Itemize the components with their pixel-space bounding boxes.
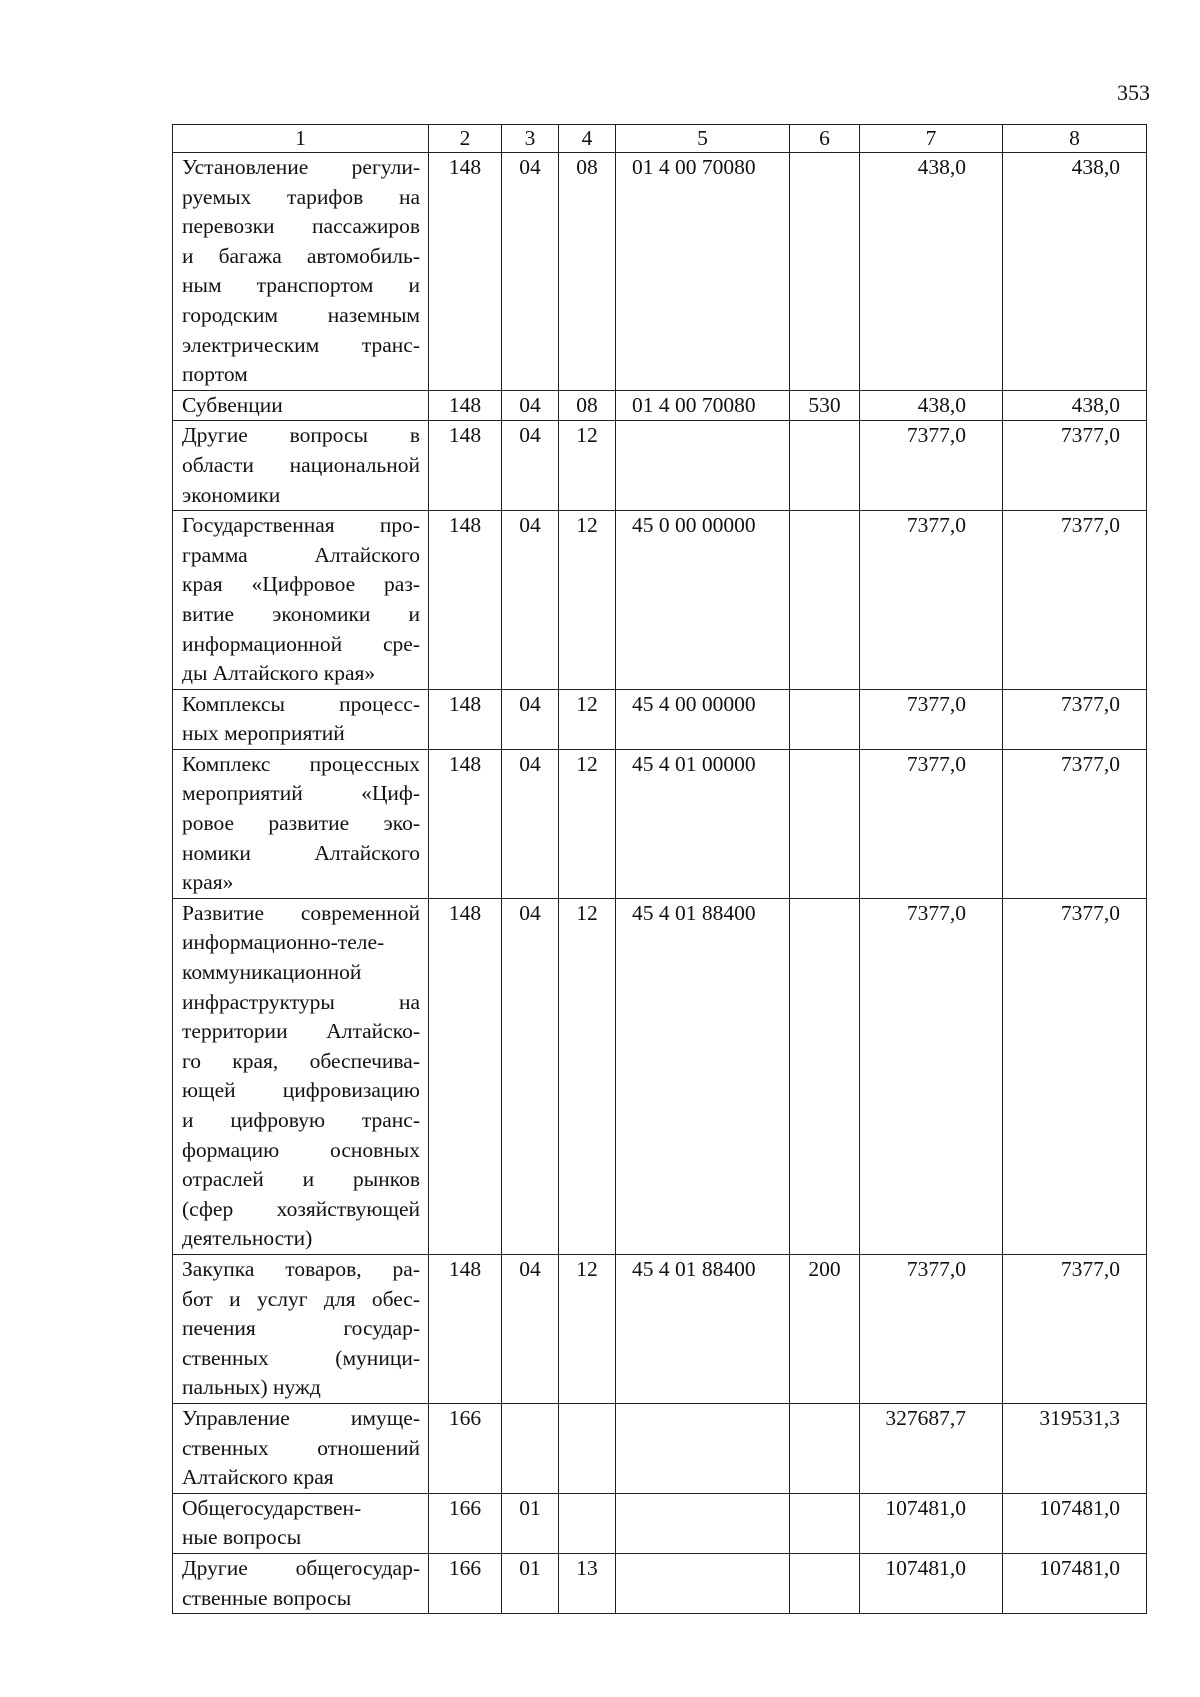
row-name-line: грамма Алтайского [182,542,420,567]
row-name-line: края» [182,870,234,895]
table-body [173,125,1147,1614]
cell-c8: 319531,3 [1003,1403,1147,1493]
row-name-line: ные вопросы [182,1525,302,1550]
cell-c6: 200 [790,1254,860,1403]
column-header: 7 [860,125,1003,153]
cell-c5: 45 4 00 00000 [616,689,790,749]
cell-c6 [790,1403,860,1493]
row-name-cell [173,1254,429,1403]
row-name-line: коммуникационной [182,960,362,985]
cell-c7: 7377,0 [860,421,1003,511]
row-name-line: ственных (муници- [182,1345,420,1370]
cell-c5: 01 4 00 70080 [616,153,790,391]
cell-c6 [790,511,860,690]
cell-c8: 7377,0 [1003,421,1147,511]
cell-c8: 7377,0 [1003,749,1147,898]
cell-c2: 148 [429,1254,502,1403]
column-header: 3 [502,125,559,153]
row-name-line: края «Цифровое раз- [182,572,420,597]
column-header: 6 [790,125,860,153]
row-name-line: формацию основных [182,1137,420,1162]
row-name-line: Алтайского края [182,1465,334,1490]
cell-c4 [559,1493,616,1553]
cell-c8: 7377,0 [1003,898,1147,1254]
cell-c8: 7377,0 [1003,689,1147,749]
cell-c8: 107481,0 [1003,1553,1147,1613]
cell-c5 [616,1493,790,1553]
cell-c5: 45 0 00 00000 [616,511,790,690]
row-name-line: бот и услуг для обес- [182,1286,420,1311]
row-name-line: отраслей и рынков [182,1167,420,1192]
cell-c7: 107481,0 [860,1493,1003,1553]
row-name-cell [173,749,429,898]
row-name-line: Закупка товаров, ра- [182,1256,420,1281]
row-name-line: номики Алтайского [182,840,420,865]
cell-c3: 04 [502,689,559,749]
row-name-line: Управление имуще- [182,1405,420,1430]
row-name-line: Другие вопросы в [182,423,420,448]
table-row [173,421,1147,511]
cell-c6 [790,689,860,749]
row-name-cell [173,1493,429,1553]
row-name-line: Государственная про- [182,513,420,538]
row-name-cell [173,1553,429,1613]
cell-c2: 148 [429,749,502,898]
row-name-line: ных мероприятий [182,721,345,746]
cell-c7: 7377,0 [860,1254,1003,1403]
column-header: 2 [429,125,502,153]
row-name-cell [173,153,429,391]
table-row [173,1553,1147,1613]
cell-c5: 45 4 01 88400 [616,1254,790,1403]
cell-c4: 12 [559,689,616,749]
cell-c8: 7377,0 [1003,1254,1147,1403]
cell-c4: 13 [559,1553,616,1613]
cell-c4: 12 [559,749,616,898]
cell-c7: 107481,0 [860,1553,1003,1613]
row-name-line: руемых тарифов на [182,184,420,209]
cell-c8: 438,0 [1003,153,1147,391]
cell-c2: 166 [429,1553,502,1613]
row-name-line: и багажа автомобиль- [182,243,420,268]
row-name-line: Комплекс процессных [182,751,420,776]
table-row [173,749,1147,898]
table-row [173,1493,1147,1553]
row-name-cell [173,390,429,421]
cell-c2: 148 [429,511,502,690]
cell-c4: 08 [559,390,616,421]
row-name-line: территории Алтайско- [182,1019,420,1044]
cell-c2: 166 [429,1493,502,1553]
row-name-line: инфраструктуры на [182,989,420,1014]
table-row [173,1254,1147,1403]
row-name-line: витие экономики и [182,601,420,626]
table-row [173,898,1147,1254]
row-name-line: пальных) нужд [182,1375,321,1400]
table-row [173,390,1147,421]
cell-c5: 45 4 01 88400 [616,898,790,1254]
row-name-line: и цифровую транс- [182,1108,420,1132]
cell-c5 [616,1403,790,1493]
cell-c7: 7377,0 [860,898,1003,1254]
cell-c7: 7377,0 [860,749,1003,898]
row-name-line: информационной сре- [182,631,420,656]
cell-c4: 12 [559,1254,616,1403]
cell-c6 [790,749,860,898]
cell-c2: 148 [429,390,502,421]
row-name-line: электрическим транс- [182,332,420,357]
row-name-cell [173,898,429,1254]
cell-c3: 04 [502,898,559,1254]
row-name-line: Общегосударствен- [182,1495,362,1520]
cell-c2: 166 [429,1403,502,1493]
cell-c5: 45 4 01 00000 [616,749,790,898]
cell-c6 [790,153,860,391]
cell-c3: 04 [502,390,559,421]
cell-c2: 148 [429,689,502,749]
cell-c4: 12 [559,511,616,690]
cell-c8: 438,0 [1003,390,1147,421]
row-name-line: перевозки пассажиров [182,214,420,239]
row-name-line: Развитие современной [182,900,420,925]
row-name-line: ственные вопросы [182,1585,352,1610]
column-header: 8 [1003,125,1147,153]
row-name-cell [173,1403,429,1493]
row-name-line: деятельности) [182,1226,313,1251]
row-name-line: экономики [182,482,281,507]
cell-c2: 148 [429,421,502,511]
cell-c3 [502,1403,559,1493]
row-name-line: Другие общегосудар- [182,1555,420,1580]
cell-c6 [790,421,860,511]
cell-c3: 01 [502,1493,559,1553]
cell-c7: 7377,0 [860,511,1003,690]
row-name-line: ственных отношений [182,1435,420,1460]
cell-c7: 7377,0 [860,689,1003,749]
table-row [173,153,1147,391]
cell-c5: 01 4 00 70080 [616,390,790,421]
cell-c4: 12 [559,421,616,511]
cell-c6: 530 [790,390,860,421]
row-name-line: ным транспортом и [182,273,420,298]
page-number: 353 [1117,80,1150,105]
table-row [173,1403,1147,1493]
column-header: 4 [559,125,616,153]
row-name-line: Субвенции [182,392,283,417]
row-name-line: ровое развитие эко- [182,811,420,836]
row-name-line: городским наземным [182,302,420,327]
header-row [173,125,1147,153]
cell-c5 [616,1553,790,1613]
cell-c6 [790,1493,860,1553]
row-name-cell [173,689,429,749]
table-row [173,689,1147,749]
row-name-cell [173,421,429,511]
cell-c3: 04 [502,511,559,690]
row-name-line: ющей цифровизацию [182,1078,420,1103]
row-name-line: Комплексы процесс- [182,691,420,716]
cell-c2: 148 [429,153,502,391]
table-row [173,511,1147,690]
cell-c3: 04 [502,421,559,511]
row-name-cell [173,511,429,690]
row-name-line: портом [182,362,248,387]
row-name-line: Установление регули- [182,155,420,179]
cell-c3: 04 [502,749,559,898]
row-name-line: (сфер хозяйствующей [182,1196,420,1221]
cell-c4: 12 [559,898,616,1254]
column-header: 1 [173,125,429,153]
cell-c3: 04 [502,1254,559,1403]
cell-c8: 7377,0 [1003,511,1147,690]
row-name-line: информационно-теле- [182,930,385,955]
cell-c3: 01 [502,1553,559,1613]
cell-c4 [559,1403,616,1493]
cell-c8: 107481,0 [1003,1493,1147,1553]
cell-c7: 438,0 [860,153,1003,391]
row-name-line: ды Алтайского края» [182,661,376,686]
cell-c5 [616,421,790,511]
row-name-line: мероприятий «Циф- [182,781,420,806]
cell-c7: 438,0 [860,390,1003,421]
budget-table [172,124,1147,1614]
row-name-line: го края, обеспечива- [182,1048,420,1073]
cell-c6 [790,898,860,1254]
row-name-line: печения государ- [182,1316,420,1341]
column-header: 5 [616,125,790,153]
cell-c7: 327687,7 [860,1403,1003,1493]
cell-c3: 04 [502,153,559,391]
cell-c4: 08 [559,153,616,391]
row-name-line: области национальной [182,452,420,477]
cell-c2: 148 [429,898,502,1254]
cell-c6 [790,1553,860,1613]
